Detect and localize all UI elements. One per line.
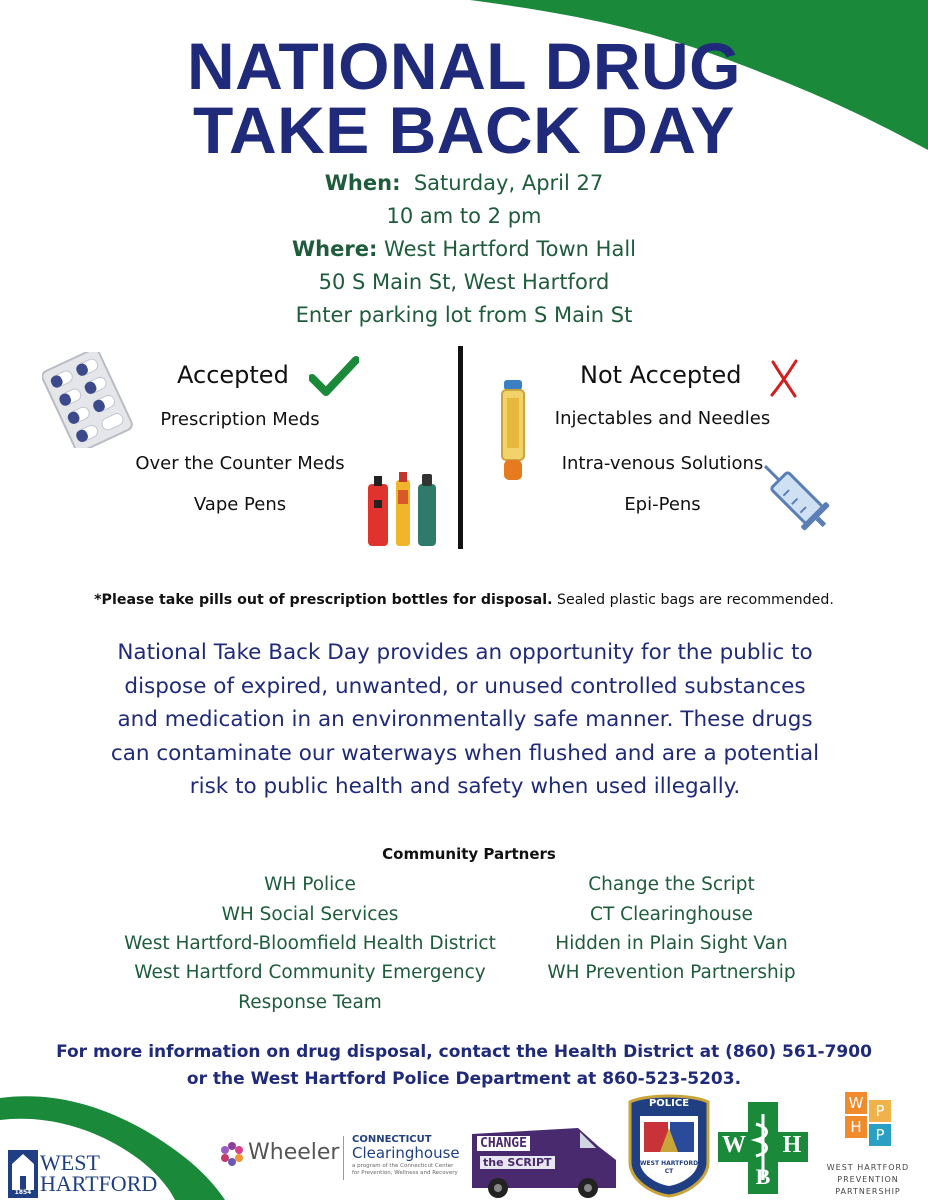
police-patch-bottom-2: CT [664,1168,674,1175]
partner-item: WH Prevention Partnership [547,962,796,983]
description-line: and medication in an environmentally safe manner. These drugs [117,707,813,732]
address-line: 50 S Main St, West Hartford [318,270,610,294]
not-accepted-item: Epi-Pens [624,494,701,515]
where-value: West Hartford Town Hall [384,237,636,261]
partner-item: WH Police [264,874,356,895]
partner-item: Response Team [238,992,382,1013]
police-patch-bottom-1: WEST HARTFORD [639,1160,699,1167]
accepted-heading: Accepted [177,361,289,389]
clearinghouse-tagline-1: a program of the Connecticut Center [352,1163,454,1169]
description-line: dispose of expired, unwanted, or unused controlled substances [124,673,806,699]
title-line-1: NATIONAL DRUG [186,29,742,103]
whpp-line-1: WEST HARTFORD [826,1163,910,1172]
partners-heading: Community Partners [382,845,556,863]
description-line: National Take Back Day provides an opportunity for the public to [117,640,813,665]
police-patch-top: POLICE [648,1098,690,1109]
logo-separator [343,1136,344,1180]
clearinghouse-logo-line-1: CONNECTICUT [352,1134,432,1145]
disposal-note [0,592,928,608]
partner-item: CT Clearinghouse [590,904,753,925]
not-accepted-item: Intra-venous Solutions [561,453,764,474]
whb-letter-w: W [722,1132,746,1158]
wheeler-flower-icon [218,1140,246,1168]
accepted-item: Vape Pens [193,494,287,515]
column-divider [458,346,463,549]
description-line: can contaminate our waterways when flushed and are a potential [110,740,820,766]
where-label: Where: [292,237,378,261]
west-hartford-logo-line-1: WEST [40,1150,100,1175]
syringe-icon [748,448,840,542]
where-line [0,233,928,266]
partner-item: WH Social Services [221,904,399,925]
partner-item: West Hartford-Bloomfield Health District [124,933,496,954]
disposal-note-regular: Sealed plastic bags are recommended. [556,592,834,608]
when-line [0,167,928,200]
title-line-2: TAKE BACK DAY [193,93,735,167]
clearinghouse-logo-line-2: Clearinghouse [352,1144,460,1162]
partner-item: West Hartford Community Emergency [134,962,486,983]
whpp-line-3: PARTNERSHIP [835,1187,901,1196]
whb-letter-h: H [782,1132,802,1158]
whpp-line-2: PREVENTION [837,1175,899,1184]
description-paragraph [70,636,860,804]
accepted-item: Over the Counter Meds [135,453,345,474]
partner-item: Change the Script [588,874,755,895]
contact-line-2: or the West Hartford Police Department at 860-523-5203. [186,1069,742,1089]
not-accepted-heading: Not Accepted [580,361,742,389]
whpp-tile-p2: P [869,1124,891,1146]
whpp-tile-h: H [845,1116,867,1138]
west-hartford-logo-line-2: HARTFORD [40,1171,158,1196]
clearinghouse-tagline-2: for Prevention, Wellness and Recovery [352,1170,458,1176]
wheeler-logo-text: Wheeler [248,1140,340,1165]
not-accepted-item: Injectables and Needles [554,408,771,429]
change-script-logo-line-2: the SCRIPT [480,1156,555,1169]
town-seal-year: 1854 [14,1189,32,1196]
x-mark-icon [767,358,801,398]
when-label: When: [324,171,401,195]
checkmark-icon [309,356,359,396]
partner-item: Hidden in Plain Sight Van [555,933,788,954]
time-line: 10 am to 2 pm [386,204,542,228]
when-value: Saturday, April 27 [413,171,604,195]
description-line: risk to public health and safety when used illegally. [189,774,741,799]
change-script-logo-line-1: CHANGE [477,1136,530,1151]
contact-line-1: For more information on drug disposal, contact the Health District at (860) 561-7900 [56,1042,872,1062]
whpp-tile-p: P [869,1100,891,1122]
vape-pens-icon [360,470,445,548]
disposal-note-bold: *Please take pills out of prescription bottles for disposal. [94,592,553,608]
whb-letter-b: B [755,1164,771,1189]
accepted-item: Prescription Meds [160,409,320,430]
parking-line: Enter parking lot from S Main St [295,303,633,327]
whpp-tile-w: W [845,1092,867,1114]
pill-blister-pack-icon [42,352,134,448]
